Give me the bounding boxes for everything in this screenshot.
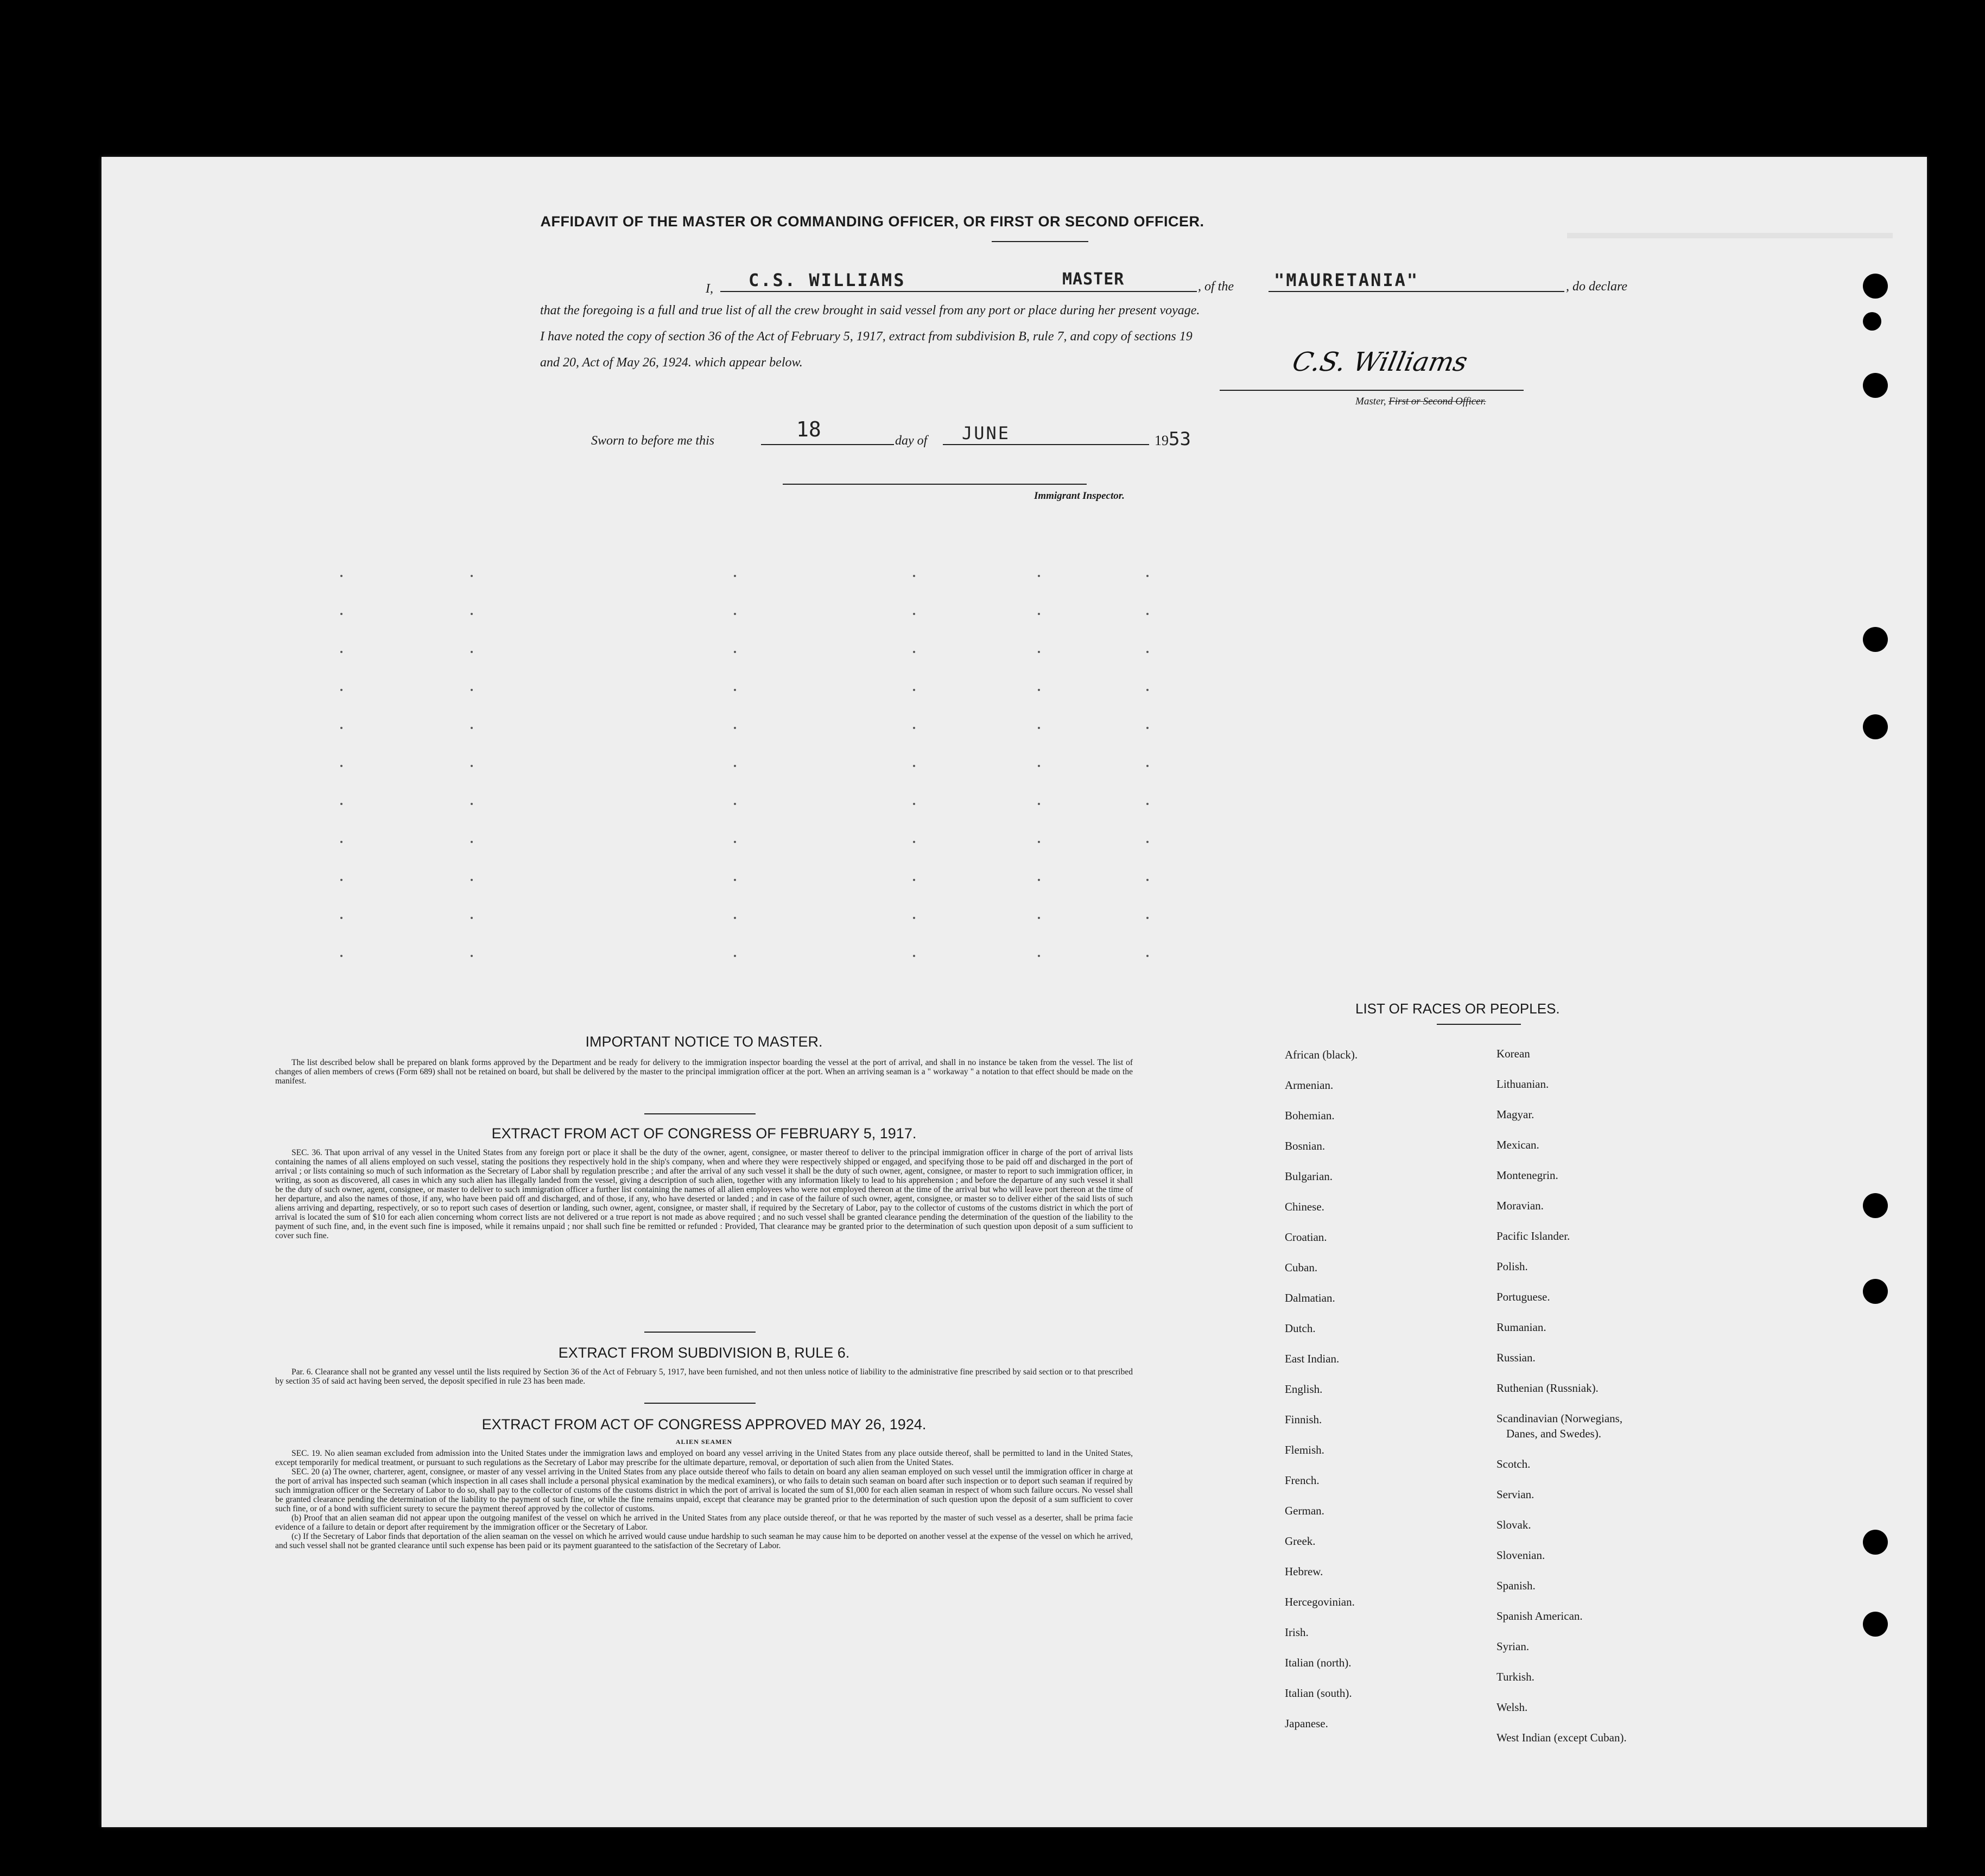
form-dot <box>471 841 473 843</box>
punch-hole <box>1863 1612 1888 1637</box>
form-dot <box>734 803 736 805</box>
sworn-month: JUNE <box>962 423 1011 443</box>
sec20a-text: SEC. 20 (a) The owner, charterer, agent, consignee, or master of any vessel arriving in the United States from any place outside thereof who fails to detain on board any alien seaman employed on such vessel until the immigration officer in charge at the port of arrival has inspected such seaman (which inspection in all cases shall include a personal physical examination by the medical examiners), or who fails to detain such seaman on board after such inspection or to deport such seaman if required by such immigration officer or the Secretary of Labor to do so, shall pay to the collector of customs of the customs district in which the port of arrival is located the sum of $1,000 for each alien seaman in respect of whom such failure occurs. No vessel shall be granted clearance pending the determination of the liability to the payment of such fine, or while the fine remains unpaid, except that clearance may be granted prior to the determination of such question upon the deposit of a sum sufficient to cover such fine, or of a bond with sufficient surety to secure the payment thereof approved by the collector of customs. <box>275 1467 1133 1513</box>
race-item: Moravian. <box>1496 1199 1544 1212</box>
form-dot <box>1146 575 1149 577</box>
punch-hole <box>1863 373 1888 398</box>
form-dot <box>1038 841 1040 843</box>
race-item: Italian (north). <box>1285 1656 1352 1669</box>
sec20c-text: (c) If the Secretary of Labor finds that deportation of the alien seaman on the vessel on which he arrived would cause undue hardship to such seaman he may cause him to be deported on another vessel at the expense of the vessel on which he arrived, and such vessel shall not be granted clearance until such expense has been paid or its payment guaranteed to the satisfaction of the Secretary of Labor. <box>275 1532 1133 1550</box>
extract-1924-body <box>275 1449 1133 1550</box>
form-dot <box>340 651 343 653</box>
form-dot <box>1146 613 1149 615</box>
form-dot <box>1038 765 1040 767</box>
form-dot <box>1038 689 1040 691</box>
race-item: Mexican. <box>1496 1138 1539 1151</box>
signature-caption <box>1355 396 1486 408</box>
extract-rule6-text: Par. 6. Clearance shall not be granted any vessel until the lists required by Section 36 of the Act of February 5, 1917, have been furnished, and not then unless notice of liability to the administrative fine prescribed by said section or to that prescribed by section 35 of said act having been served, the deposit specified in rule 23 has been made. <box>275 1367 1133 1386</box>
race-item: Portuguese. <box>1496 1290 1550 1303</box>
month-line <box>943 444 1149 445</box>
form-dot <box>1038 955 1040 957</box>
form-dot <box>1146 689 1149 691</box>
race-item: English. <box>1285 1383 1323 1396</box>
form-dot <box>340 955 343 957</box>
form-dot <box>913 727 915 729</box>
form-dot <box>471 917 473 919</box>
race-item: Spanish. <box>1496 1579 1536 1592</box>
race-item: East Indian. <box>1285 1352 1340 1365</box>
signature-caption-prefix: Master, <box>1355 396 1386 407</box>
form-dot <box>1146 765 1149 767</box>
day-line <box>761 444 894 445</box>
sec19-text: SEC. 19. No alien seaman excluded from admission into the United States under the immigration laws and employed on board any vessel arriving in the United States from any place outside thereof, shall be permitted to land in the United States, except temporarily for medical treatment, or pursuant to such regulations as the Secretary of Labor may prescribe for the ultimate departure, removal, or deportation of such alien from the United States. <box>275 1449 1133 1467</box>
race-item: Ruthenian (Russniak). <box>1496 1381 1599 1395</box>
form-dot <box>1146 955 1149 957</box>
punch-hole <box>1863 1279 1888 1304</box>
race-item: Croatian. <box>1285 1231 1327 1244</box>
master-name: C.S. WILLIAMS <box>749 270 906 290</box>
form-dot <box>913 689 915 691</box>
bleed-through-mark <box>1567 233 1893 238</box>
form-dot <box>913 765 915 767</box>
document-page <box>102 157 1927 1827</box>
affidavit-line-4: and 20, Act of May 26, 1924. which appear below. <box>540 356 803 370</box>
punch-hole <box>1863 312 1881 331</box>
races-rule <box>1437 1024 1521 1025</box>
notice-rule <box>644 1113 756 1114</box>
race-item: Greek. <box>1285 1535 1316 1548</box>
affidavit-line-3: I have noted the copy of section 36 of the Act of February 5, 1917, extract from subdivision B, rule 7, and copy of sections 19 <box>540 329 1193 344</box>
form-dot <box>734 879 736 881</box>
form-dot <box>340 575 343 577</box>
form-dot <box>471 575 473 577</box>
race-item: Hebrew. <box>1285 1565 1323 1578</box>
extract-rule6-body <box>275 1367 1133 1386</box>
year-suffix: 53 <box>1169 428 1191 450</box>
form-dot <box>734 689 736 691</box>
form-dot <box>1038 651 1040 653</box>
affidavit-title: AFFIDAVIT OF THE MASTER OR COMMANDING OFFICER, OR FIRST OR SECOND OFFICER. <box>540 213 1204 230</box>
extract-rule6-title: EXTRACT FROM SUBDIVISION B, RULE 6. <box>558 1345 850 1361</box>
do-declare-text: , do declare <box>1566 280 1628 294</box>
race-item: Magyar. <box>1496 1108 1534 1121</box>
form-dot <box>471 955 473 957</box>
extract-1917-text: SEC. 36. That upon arrival of any vessel in the United States from any foreign port or place it shall be the duty of the owner, agent, consignee, or master thereof to deliver to the principal immigration officer in charge of the port of arrival lists containing the names of all aliens employed on such vessel, stating the positions they respectively hold in the ship's company, when and where they were respectively shipped or engaged, and specifying those to be paid off and discharged in the port of arrival ; or lists containing so much of such information as the Secretary of Labor shall by regulation prescribe ; and after the arrival of any such vessel it shall be the duty of such owner, agent, consignee, or master to report to such immigration officer, in writing, as soon as discovered, all cases in which any such alien has illegally landed from the vessel, giving a description of such alien, together with any information likely to lead to his apprehension ; and before the departure of any such vessel it shall be the duty of such owner, agent, consignee, or master to deliver to such immigration officer a further list containing the names of all alien employees who were not employed thereon at the time of the arrival but who will leave port thereon at the time of her departure, and also the names of those, if any, who have been paid off and discharged, and of those, if any, who have deserted or landed ; and in case of the failure of such owner, agent, consignee, or master so to deliver either of the said lists of such aliens arriving and departing, respectively, or so to report such cases of desertion or landing, such owner, agent, consignee, or master shall, if required by the Secretary of Labor, pay to the collector of customs of the customs district in which the port of arrival is located the sum of $10 for each alien concerning whom correct lists are not delivered or a true report is not made as above required ; and no such vessel shall be granted clearance pending the determination of the question of the liability to the payment of such fine, and, in the event such fine is imposed, while it remains unpaid ; nor shall such fine be remitted or refunded : Provided, That clearance may be granted prior to the determination of such question upon deposit of a sum sufficient to cover such fine. <box>275 1148 1133 1240</box>
race-item: Russian. <box>1496 1351 1536 1364</box>
race-item: African (black). <box>1285 1048 1358 1061</box>
race-item: Turkish. <box>1496 1670 1534 1683</box>
race-item: Dutch. <box>1285 1322 1316 1335</box>
day-of-text: day of <box>895 434 928 448</box>
form-dot <box>913 803 915 805</box>
form-dot <box>340 727 343 729</box>
extract-1917-body <box>275 1148 1133 1240</box>
declaration-prefix: I, <box>706 282 713 296</box>
form-dot <box>1146 841 1149 843</box>
form-dot <box>913 841 915 843</box>
form-dot <box>1038 879 1040 881</box>
form-dot <box>1038 613 1040 615</box>
sworn-day: 18 <box>796 417 821 441</box>
form-dot <box>340 803 343 805</box>
punch-hole <box>1863 627 1888 652</box>
race-item: Bulgarian. <box>1285 1170 1333 1183</box>
form-dot <box>913 879 915 881</box>
form-dot <box>1038 575 1040 577</box>
race-item: Bohemian. <box>1285 1109 1335 1122</box>
vessel-line <box>1269 291 1564 292</box>
form-dot <box>471 613 473 615</box>
form-dot <box>1146 727 1149 729</box>
race-item: Pacific Islander. <box>1496 1229 1570 1243</box>
form-dot <box>913 651 915 653</box>
race-item: Montenegrin. <box>1496 1169 1558 1182</box>
form-dot <box>913 955 915 957</box>
race-item: Syrian. <box>1496 1640 1530 1653</box>
race-item: Servian. <box>1496 1488 1534 1501</box>
race-item: Lithuanian. <box>1496 1078 1549 1091</box>
race-item: Dalmatian. <box>1285 1291 1335 1304</box>
form-dot <box>734 613 736 615</box>
race-item: Italian (south). <box>1285 1687 1352 1700</box>
notice-title: IMPORTANT NOTICE TO MASTER. <box>585 1034 823 1050</box>
form-dot <box>340 613 343 615</box>
form-dot <box>340 917 343 919</box>
title-rule <box>992 241 1088 242</box>
signature-caption-struck: First or Second Officer. <box>1388 396 1486 407</box>
form-dot <box>1038 727 1040 729</box>
form-dot <box>340 879 343 881</box>
form-dot <box>471 765 473 767</box>
sworn-year <box>1155 428 1191 450</box>
form-dot <box>471 727 473 729</box>
vessel-name: "MAURETANIA" <box>1274 270 1419 290</box>
race-item: French. <box>1285 1474 1320 1487</box>
form-dot <box>1146 917 1149 919</box>
race-item: West Indian (except Cuban). <box>1496 1731 1627 1744</box>
race-item: Scotch. <box>1496 1457 1531 1471</box>
of-the-text: , of the <box>1198 280 1234 294</box>
extract-1924-title: EXTRACT FROM ACT OF CONGRESS APPROVED MAY 26, 1924. <box>481 1416 927 1433</box>
sworn-prefix: Sworn to before me this <box>591 434 715 448</box>
form-dot <box>1146 803 1149 805</box>
race-item: Rumanian. <box>1496 1321 1546 1334</box>
extract-1924-subtitle: ALIEN SEAMEN <box>675 1438 733 1446</box>
race-item: Slovak. <box>1496 1518 1531 1531</box>
form-dot <box>734 841 736 843</box>
master-signature: C.S. Williams <box>1290 347 1470 377</box>
name-line <box>720 291 1197 292</box>
punch-hole <box>1863 714 1888 739</box>
race-item: Hercegovinian. <box>1285 1595 1355 1608</box>
sec20b-text: (b) Proof that an alien seaman did not appear upon the outgoing manifest of the vessel on which he arrived in the United States from any place outside thereof, or that he was reported by the master of such vessel as a deserter, shall be prima facie evidence of a failure to detain or deport after requirement by the immigration officer or the Secretary of Labor. <box>275 1513 1133 1532</box>
punch-hole <box>1863 1193 1888 1218</box>
race-item: Spanish American. <box>1496 1609 1583 1623</box>
master-rank: MASTER <box>1062 270 1125 289</box>
race-item: Slovenian. <box>1496 1549 1545 1562</box>
punch-hole <box>1863 274 1888 299</box>
form-dot <box>471 651 473 653</box>
form-dot <box>1038 917 1040 919</box>
form-dot <box>913 917 915 919</box>
race-item: Welsh. <box>1496 1701 1528 1714</box>
race-item: Korean <box>1496 1047 1530 1060</box>
form-dot <box>734 575 736 577</box>
race-item: Chinese. <box>1285 1200 1324 1213</box>
race-item: Flemish. <box>1285 1443 1324 1456</box>
inspector-line <box>783 484 1087 485</box>
race-item: Irish. <box>1285 1626 1309 1639</box>
race-item: Armenian. <box>1285 1079 1334 1092</box>
form-dot <box>340 841 343 843</box>
form-dot <box>340 689 343 691</box>
race-item: German. <box>1285 1504 1324 1517</box>
form-dot <box>1146 651 1149 653</box>
extract-rule6-rule <box>644 1403 756 1404</box>
race-item: Bosnian. <box>1285 1139 1326 1152</box>
form-dot <box>734 765 736 767</box>
form-dot <box>913 575 915 577</box>
punch-hole <box>1863 1530 1888 1555</box>
signature-line <box>1220 390 1524 391</box>
race-item: Finnish. <box>1285 1413 1322 1426</box>
form-dot <box>471 803 473 805</box>
form-dot <box>913 613 915 615</box>
form-dot <box>734 955 736 957</box>
race-item: Japanese. <box>1285 1717 1328 1730</box>
extract-1917-rule <box>644 1332 756 1333</box>
race-item: Scandinavian (Norwegians, <box>1496 1412 1623 1425</box>
extract-1917-title: EXTRACT FROM ACT OF CONGRESS OF FEBRUARY 5, 1917. <box>491 1125 917 1142</box>
form-dot <box>471 689 473 691</box>
form-dot <box>1146 879 1149 881</box>
race-item: Cuban. <box>1285 1261 1318 1274</box>
form-dot <box>340 765 343 767</box>
races-title: LIST OF RACES OR PEOPLES. <box>1355 1000 1560 1017</box>
year-prefix: 19 <box>1155 433 1169 448</box>
form-dot <box>734 917 736 919</box>
notice-body <box>275 1058 1133 1086</box>
race-item: Polish. <box>1496 1260 1528 1273</box>
form-dot <box>734 727 736 729</box>
affidavit-line-2: that the foregoing is a full and true list of all the crew brought in said vessel from any port or place during her present voyage. <box>540 303 1200 318</box>
form-dot <box>471 879 473 881</box>
notice-text: The list described below shall be prepared on blank forms approved by the Department and be ready for delivery to the immigration inspector boarding the vessel at the port of arrival, and shall in no instance be taken from the vessel. The list of changes of alien members of crews (Form 689) shall not be retained on board, but shall be delivered by the master to the principal immigration officer at the port. When an arriving seaman is a " workaway " a notation to that effect should be made on the manifest. <box>275 1058 1133 1086</box>
form-dot <box>734 651 736 653</box>
race-item: Danes, and Swedes). <box>1506 1427 1601 1440</box>
inspector-caption: Immigrant Inspector. <box>1034 490 1125 502</box>
form-dot <box>1038 803 1040 805</box>
